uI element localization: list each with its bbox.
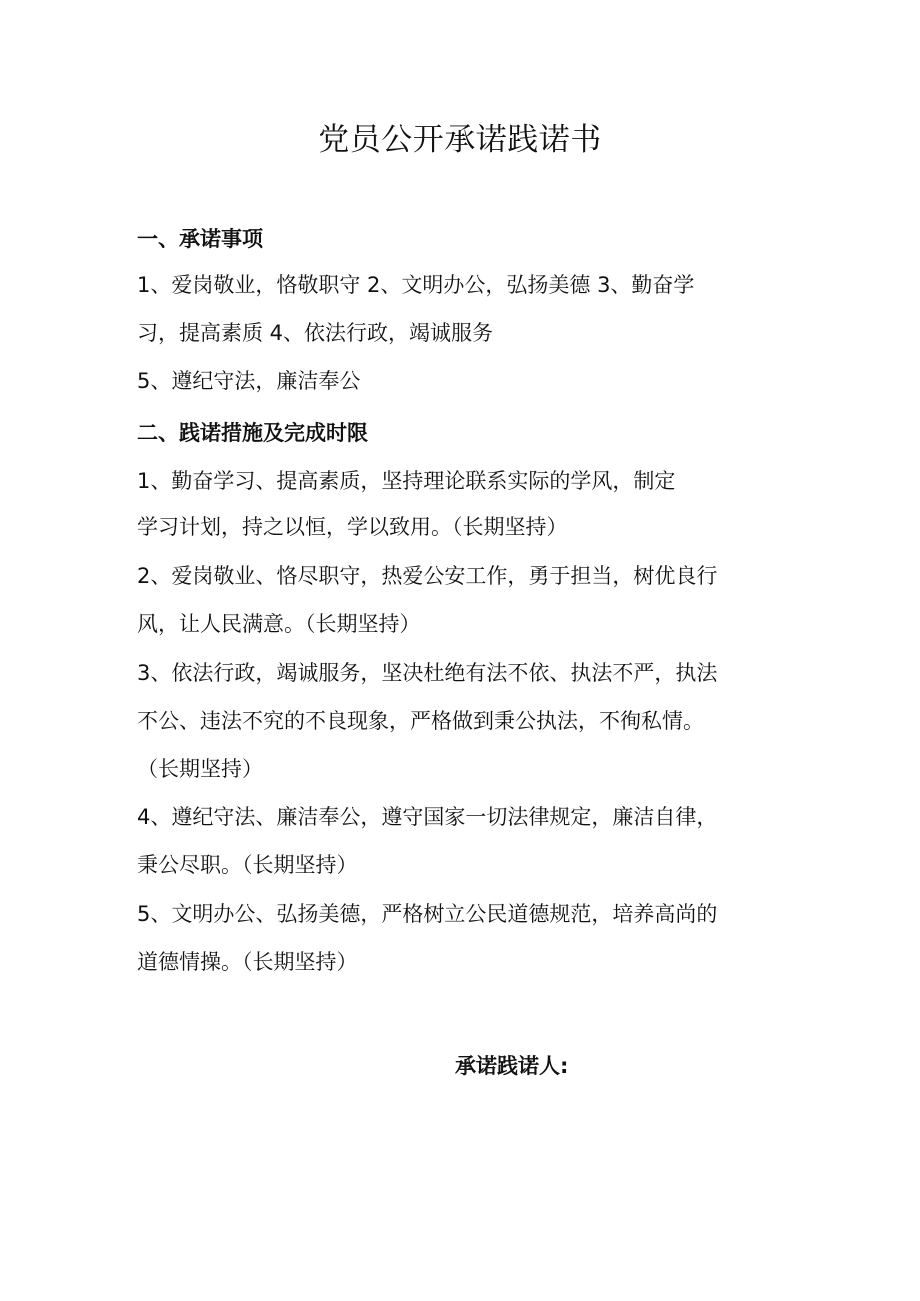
section-2-line: 5、文明办公、弘扬美德，严格树立公民道德规范，培养高尚的 xyxy=(137,902,718,926)
signer-label: 承诺践诺人: xyxy=(455,1054,569,1078)
section-2-line: （长期坚持） xyxy=(137,757,263,781)
section-1-line: 习，提高素质 4、依法行政，竭诚服务 xyxy=(137,321,494,345)
document-title: 党员公开承诺践诺书 xyxy=(318,122,602,158)
section-1-heading: 一、承诺事项 xyxy=(137,227,263,251)
section-2-line: 道德情操。（长期坚持） xyxy=(137,950,358,974)
section-1-line: 5、遵纪守法，廉洁奉公 xyxy=(137,369,361,393)
section-2-line: 3、依法行政，竭诚服务，坚决杜绝有法不依、执法不严，执法 xyxy=(137,661,718,685)
section-1-line: 1、爱岗敬业，恪敬职守 2、文明办公，弘扬美德 3、勤奋学 xyxy=(137,273,695,297)
section-2-line: 风，让人民满意。（长期坚持） xyxy=(137,612,421,636)
section-2-line: 1、勤奋学习、提高素质，坚持理论联系实际的学风，制定 xyxy=(137,469,676,493)
section-2-line: 4、遵纪守法、廉洁奉公，遵守国家一切法律规定，廉洁自律， xyxy=(137,805,718,829)
section-2-line: 秉公尽职。（长期坚持） xyxy=(137,853,358,877)
section-2-heading: 二、践诺措施及完成时限 xyxy=(137,421,368,445)
section-2-line: 2、爱岗敬业、恪尽职守，热爱公安工作，勇于担当，树优良行 xyxy=(137,564,718,588)
section-2-line: 不公、违法不究的不良现象，严格做到秉公执法，不徇私情。 xyxy=(137,709,704,733)
section-2-line: 学习计划，持之以恒，学以致用。（长期坚持） xyxy=(137,515,568,539)
